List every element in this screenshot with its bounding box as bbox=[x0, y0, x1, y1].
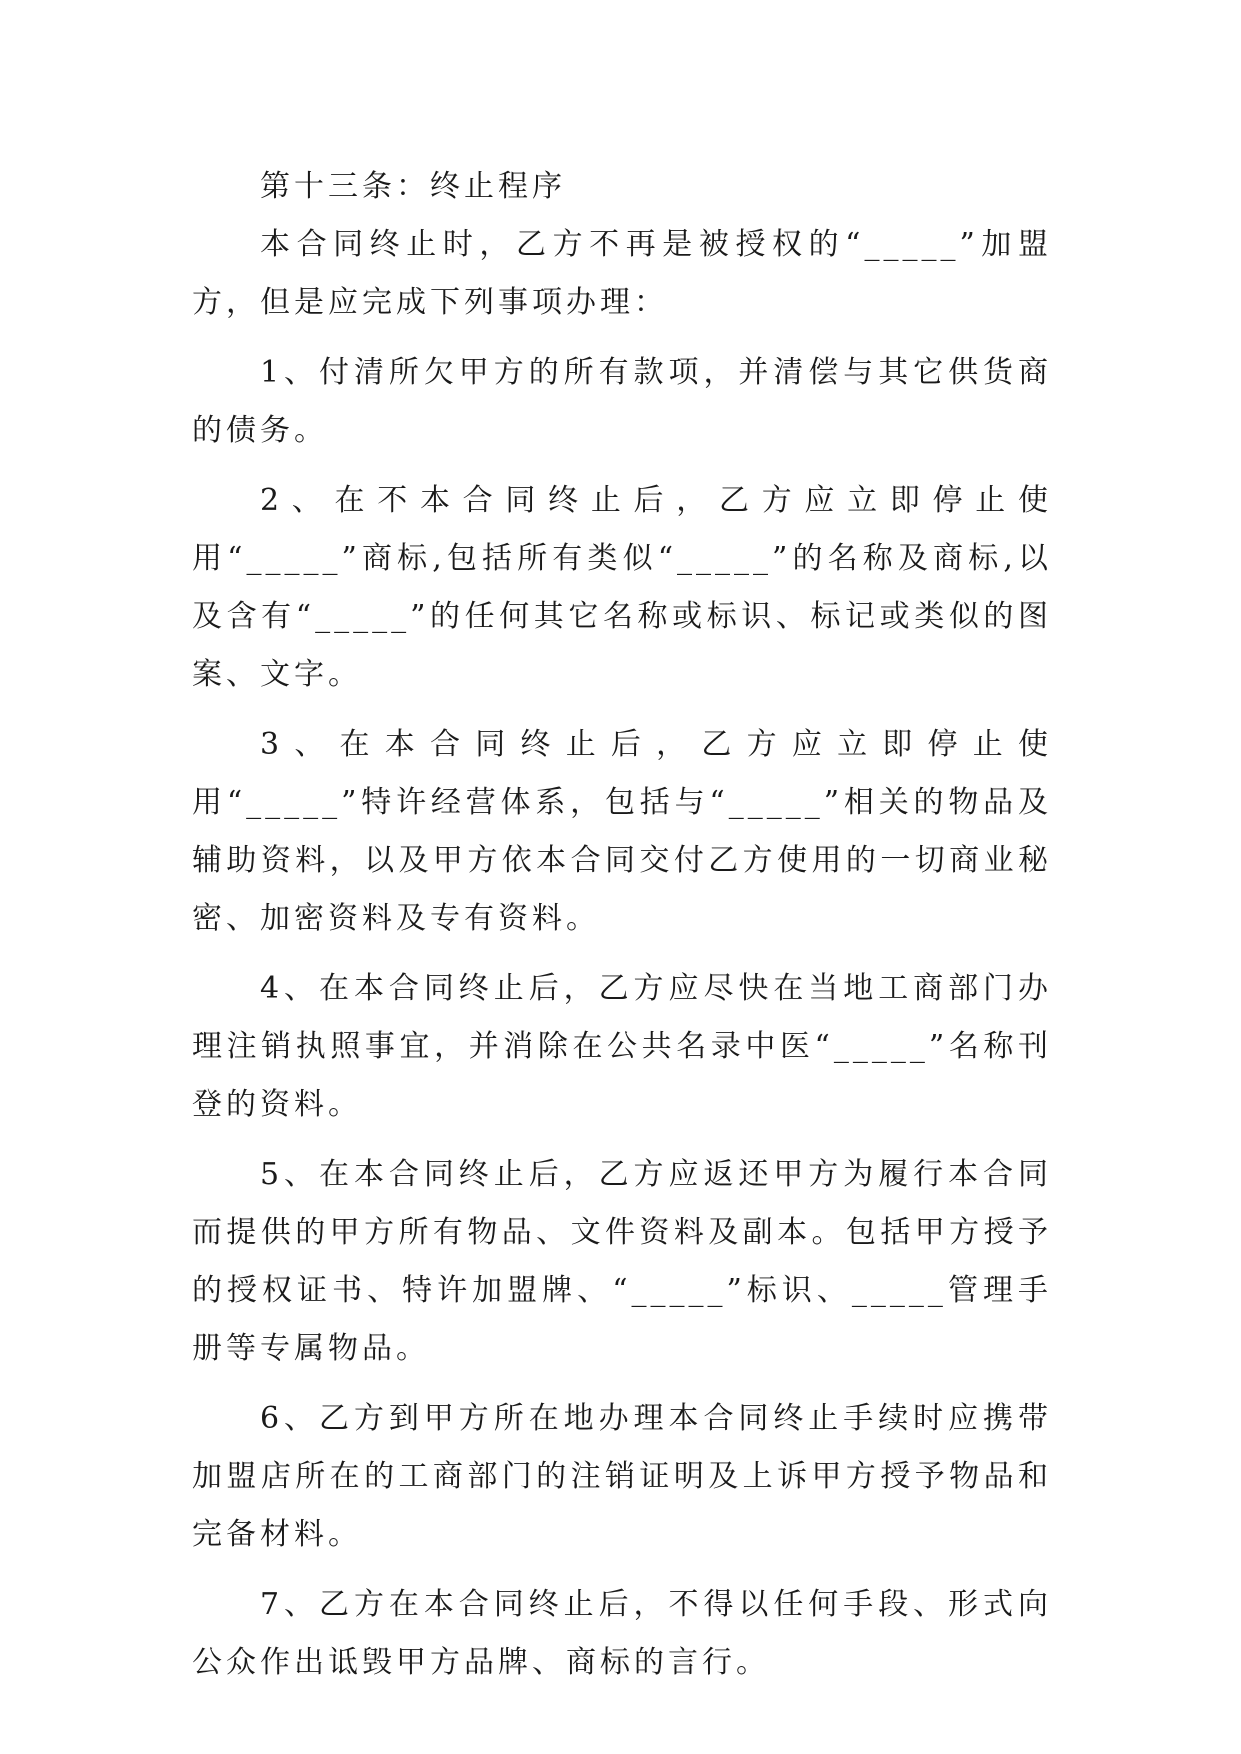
list-item: 3、在本合同终止后，乙方应立即停止使用“_____”特许经营体系，包括与“_____”相关的物品及辅助资料，以及甲方依本合同交付乙方使用的一切商业秘密、加密资料及专有资料。 bbox=[192, 727, 1052, 936]
list-item: 5、在本合同终止后，乙方应返还甲方为履行本合同而提供的甲方所有物品、文件资料及副本。包括甲方授予的授权证书、特许加盟牌、“_____”标识、_____管理手册等专属物品。 bbox=[192, 1157, 1052, 1366]
list-item: 6、乙方到甲方所在地办理本合同终止手续时应携带加盟店所在的工商部门的注销证明及上诉甲方授予物品和完备材料。 bbox=[192, 1401, 1052, 1552]
section-heading: 第十三条：终止程序 bbox=[260, 169, 566, 204]
list-item: 7、乙方在本合同终止后，不得以任何手段、形式向公众作出诋毁甲方品牌、商标的言行。 bbox=[192, 1587, 1052, 1680]
list-item: 1、付清所欠甲方的所有款项，并清偿与其它供货商的债务。 bbox=[192, 355, 1052, 448]
list-item: 2、在不本合同终止后，乙方应立即停止使用“_____”商标,包括所有类似“_____”的名称及商标,以及含有“_____”的任何其它名称或标识、标记或类似的图案、文字。 bbox=[192, 483, 1052, 692]
list-item: 4、在本合同终止后，乙方应尽快在当地工商部门办理注销执照事宜，并消除在公共名录中医“_____”名称刊登的资料。 bbox=[192, 971, 1052, 1122]
intro-paragraph: 本合同终止时，乙方不再是被授权的“_____”加盟方，但是应完成下列事项办理： bbox=[192, 227, 1052, 320]
document-body bbox=[192, 158, 1052, 1692]
